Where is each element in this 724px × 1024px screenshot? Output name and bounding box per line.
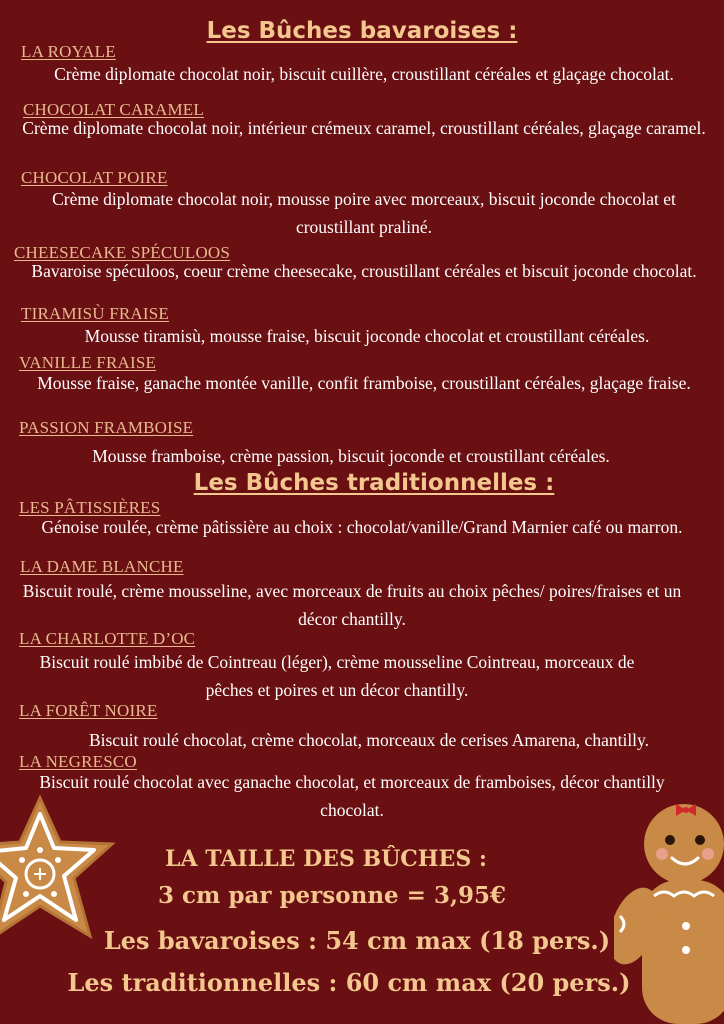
item-name-la-royale: LA ROYALE — [21, 42, 116, 61]
item-name-la-foret-noire: LA FORÊT NOIRE — [19, 701, 158, 720]
item-desc-la-charlotte-doc: Biscuit roulé imbibé de Cointreau (léger), crème mousseline Cointreau, morceaux de pêches et poires et un décor chantilly. — [39, 652, 635, 700]
item-desc-chocolat-caramel: Crème diplomate chocolat noir, intérieur crémeux caramel, croustillant céréales, glaçage caramel. — [22, 118, 706, 138]
item-desc-chocolat-poire: Crème diplomate chocolat noir, mousse poire avec morceaux, biscuit joconde chocolat et croustillant praliné. — [52, 189, 676, 237]
item-name-la-dame-blanche: LA DAME BLANCHE — [20, 557, 184, 576]
sizes-per-person: 3 cm par personne = 3,95€ — [158, 882, 506, 909]
traditionnelles-title: Les Bûches traditionnelles : — [193, 470, 555, 496]
item-desc-cheesecake-speculoos: Bavaroise spéculoos, coeur crème cheesecake, croustillant céréales et biscuit joconde chocolat. — [31, 261, 697, 281]
item-name-cheesecake-speculoos: CHEESECAKE SPÉCULOOS — [14, 243, 231, 262]
item-name-chocolat-caramel: CHOCOLAT CARAMEL — [23, 100, 204, 119]
item-name-passion-framboise: PASSION FRAMBOISE — [19, 418, 194, 437]
sizes-title: LA TAILLE DES BÛCHES : — [165, 846, 487, 872]
item-name-tiramisu-fraise: TIRAMISÙ FRAISE — [21, 304, 169, 323]
item-name-chocolat-poire: CHOCOLAT POIRE — [21, 168, 168, 187]
bavaroises-title: Les Bûches bavaroises : — [206, 18, 518, 44]
item-desc-tiramisu-fraise: Mousse tiramisù, mousse fraise, biscuit joconde chocolat et croustillant céréales. — [84, 326, 650, 346]
item-desc-la-dame-blanche: Biscuit roulé, crème mousseline, avec morceaux de fruits au choix pêches/ poires/fraises et un décor chantilly. — [22, 581, 682, 629]
item-desc-la-foret-noire: Biscuit roulé chocolat, crème chocolat, morceaux de cerises Amarena, chantilly. — [88, 730, 650, 750]
sizes-traditionnelles: Les traditionnelles : 60 cm max (20 pers.) — [67, 968, 631, 997]
item-desc-la-royale: Crème diplomate chocolat noir, biscuit cuillère, croustillant céréales et glaçage chocolat. — [54, 64, 674, 84]
item-name-vanille-fraise: VANILLE FRAISE — [19, 353, 157, 372]
sizes-bavaroises: Les bavaroises : 54 cm max (18 pers.) — [103, 926, 611, 955]
item-desc-la-negresco: Biscuit roulé chocolat avec ganache chocolat, et morceaux de framboises, décor chantilly chocolat. — [39, 772, 665, 820]
item-desc-les-patissieres: Génoise roulée, crème pâtissière au choix : chocolat/vanille/Grand Marnier café ou marron. — [41, 517, 683, 537]
item-name-la-negresco: LA NEGRESCO — [19, 752, 137, 771]
item-name-les-patissieres: LES PÂTISSIÈRES — [19, 498, 161, 517]
item-name-la-charlotte-doc: LA CHARLOTTE D’OC — [19, 629, 196, 648]
item-desc-vanille-fraise: Mousse fraise, ganache montée vanille, confit framboise, croustillant céréales, glaçage fraise. — [37, 373, 691, 393]
item-desc-passion-framboise: Mousse framboise, crème passion, biscuit joconde et croustillant céréales. — [92, 446, 610, 466]
